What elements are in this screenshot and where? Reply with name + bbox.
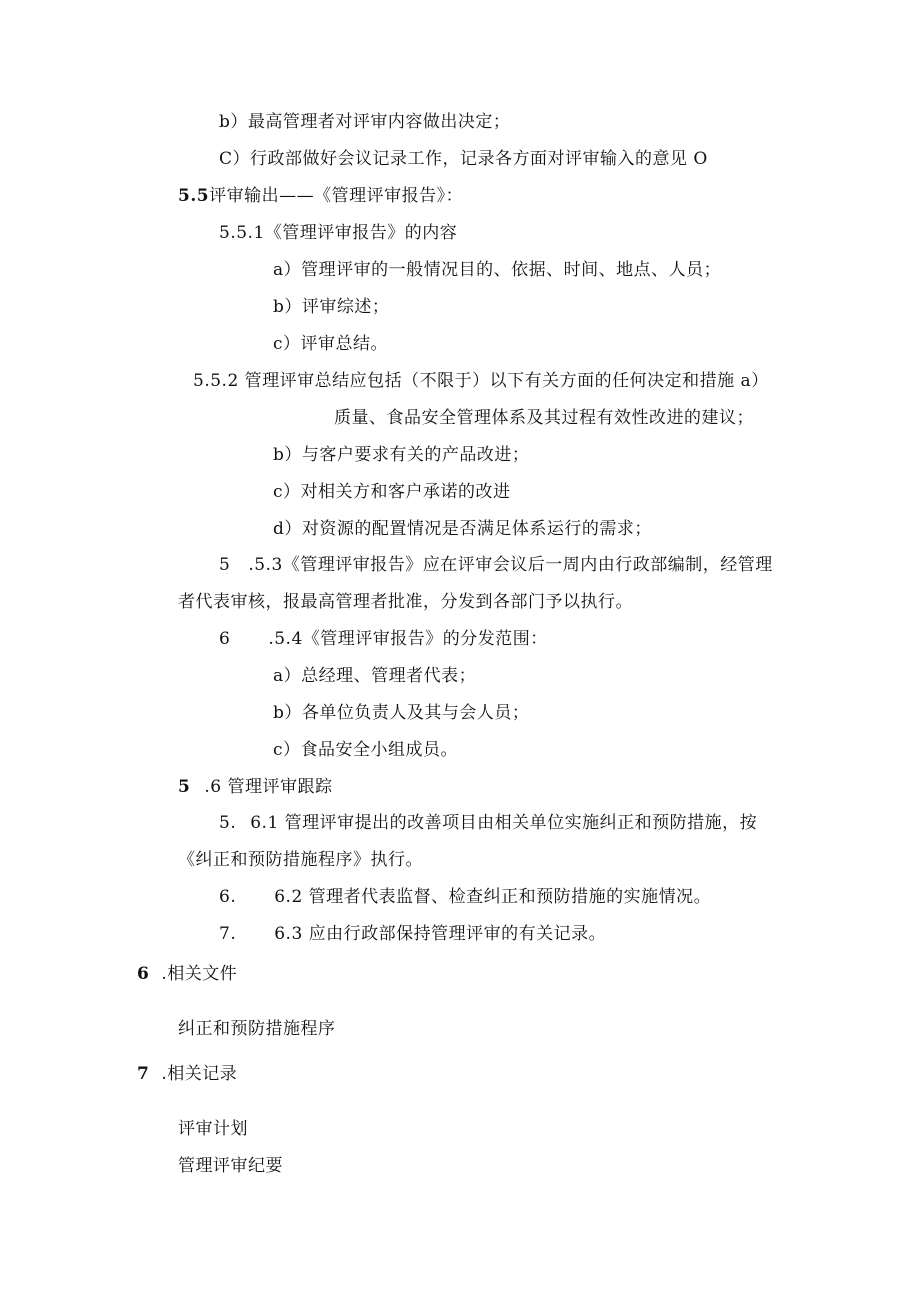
item-number: 5. xyxy=(219,813,237,833)
list-item: c）食品安全小组成员。 xyxy=(273,740,459,760)
list-item: 质量、食品安全管理体系及其过程有效性改进的建议； xyxy=(334,408,754,428)
item-number: 7. xyxy=(219,924,237,944)
paragraph-line xyxy=(219,812,757,834)
item-text: 6.1 管理评审提出的改善项目由相关单位实施纠正和预防措施，按 xyxy=(250,813,758,833)
list-item: c）评审总结。 xyxy=(273,334,389,354)
record-item: 管理评审纪要 xyxy=(178,1156,283,1176)
list-item: d）对资源的配置情况是否满足体系运行的需求； xyxy=(273,519,652,539)
section-heading xyxy=(178,776,332,798)
item-text: .5.3《管理评审报告》应在评审会议后一周内由行政部编制，经管理 xyxy=(248,555,773,575)
subsection-heading: 5.5.1《管理评审报告》的内容 xyxy=(219,223,458,243)
section-number: 5.5 xyxy=(178,186,210,206)
list-item: b）与客户要求有关的产品改进； xyxy=(273,445,530,465)
section-heading xyxy=(178,185,463,207)
section-title: .相关记录 xyxy=(161,1064,238,1084)
section-number: 6 xyxy=(137,964,150,984)
list-item: a）总经理、管理者代表； xyxy=(273,666,477,686)
item-text: 6.2 管理者代表监督、检查纠正和预防措施的实施情况。 xyxy=(274,887,712,907)
item-number: 6. xyxy=(219,887,237,907)
item-text: .5.4《管理评审报告》的分发范围： xyxy=(268,629,548,649)
item-number: 6 xyxy=(219,629,231,649)
text-line: b）最高管理者对评审内容做出决定； xyxy=(219,112,511,132)
subsection-heading xyxy=(219,628,548,650)
item-number: 5 xyxy=(219,555,231,575)
list-item: b）各单位负责人及其与会人员； xyxy=(273,703,530,723)
record-item: 评审计划 xyxy=(178,1119,248,1139)
section-heading xyxy=(137,963,237,985)
document-reference: 纠正和预防措施程序 xyxy=(178,1019,336,1039)
paragraph-line: 者代表审核，报最高管理者批准，分发到各部门予以执行。 xyxy=(178,592,633,612)
section-number: 7 xyxy=(137,1064,150,1084)
list-item: b）评审综述； xyxy=(273,297,390,317)
list-item: c）对相关方和客户承诺的改进 xyxy=(273,482,511,502)
section-title: .6 管理评审跟踪 xyxy=(204,777,333,797)
section-title: 评审输出——《管理评审报告》： xyxy=(209,186,464,206)
list-item: a）管理评审的一般情况目的、依据、时间、地点、人员； xyxy=(273,260,722,280)
paragraph-line xyxy=(219,554,773,576)
item-text: 6.3 应由行政部保持管理评审的有关记录。 xyxy=(274,924,607,944)
paragraph-line xyxy=(219,923,606,945)
section-number: 5 xyxy=(178,777,191,797)
section-title: .相关文件 xyxy=(161,964,238,984)
section-heading xyxy=(137,1063,237,1085)
paragraph-line xyxy=(219,886,711,908)
text-line: C）行政部做好会议记录工作，记录各方面对评审输入的意见 O xyxy=(219,149,708,169)
paragraph-line: 《纠正和预防措施程序》执行。 xyxy=(178,850,423,870)
subsection-heading: 5.5.2 管理评审总结应包括（不限于）以下有关方面的任何决定和措施 a） xyxy=(193,371,769,391)
